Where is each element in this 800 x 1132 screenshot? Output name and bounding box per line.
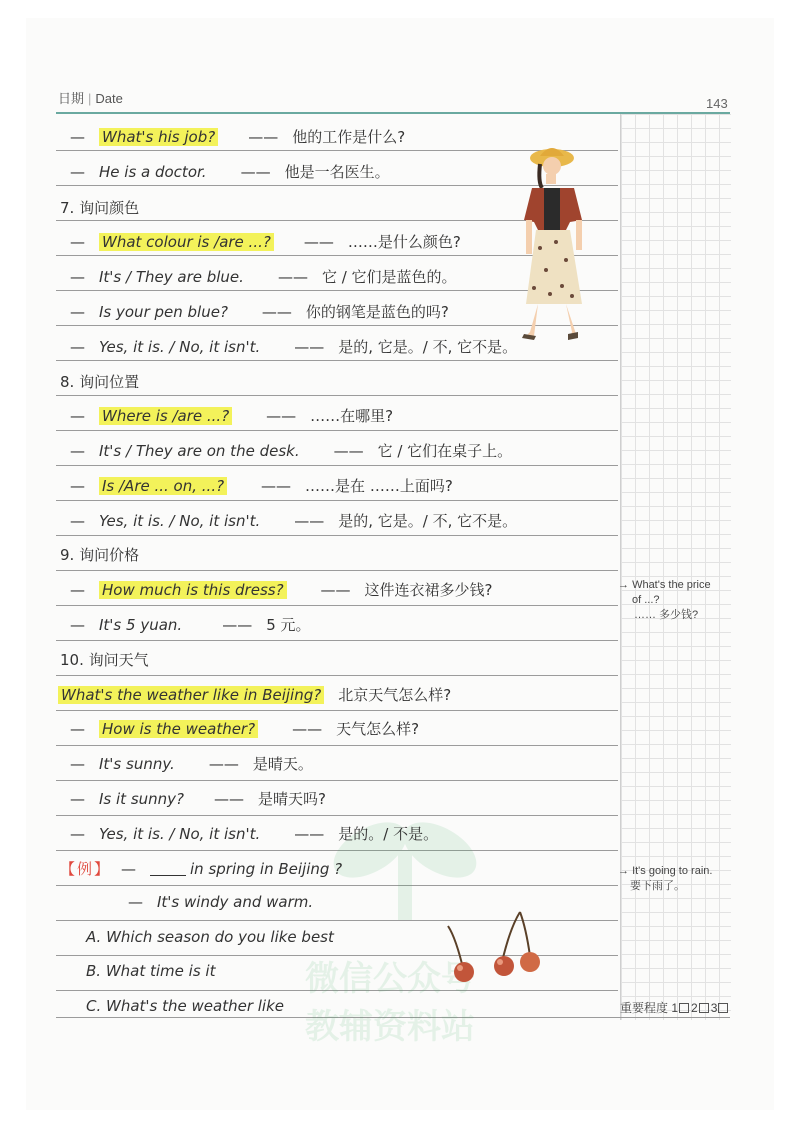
sunny-question-en: Is it sunny?	[99, 790, 184, 808]
example-answer: It's windy and warm.	[157, 893, 314, 911]
row-pen-answer: — Yes, it is. / No, it isn't. —— 是的, 它是。/ 不, 它不是。	[70, 338, 518, 356]
row-on-question: — Is /Are ... on, ...? —— ……是在 ……上面吗?	[70, 477, 453, 495]
row-where-question: — Where is /are ...? —— ……在哪里?	[70, 407, 394, 425]
row-price-answer: — It's 5 yuan. —— 5 元。	[70, 616, 311, 634]
weather-question-2-en: How is the weather?	[99, 720, 258, 738]
weather-question-2-zh: 天气怎么样?	[336, 720, 420, 738]
on-question-en: Is /Are ... on, ...?	[99, 477, 227, 495]
checkbox-2[interactable]	[699, 1003, 709, 1013]
checkbox-3[interactable]	[718, 1003, 728, 1013]
importance-rating	[620, 999, 730, 1016]
sunny-question-zh: 是晴天吗?	[258, 790, 326, 808]
row-price-question: — How much is this dress? —— 这件连衣裙多少钱?	[70, 581, 493, 599]
color-question-en: What colour is /are ...?	[99, 233, 274, 251]
importance-label: 重要程度	[620, 1001, 669, 1015]
girl-illustration	[516, 138, 598, 342]
price-note-line1: What's the price	[632, 579, 711, 591]
price-note-line2: of ...?	[632, 594, 660, 606]
row-sunny-answer: — Yes, it is. / No, it isn't. —— 是的。/ 不是。	[70, 825, 439, 843]
on-answer-zh: 是的, 它是。/ 不, 它不是。	[338, 512, 518, 530]
row-job-question: — What's his job? —— 他的工作是什么?	[70, 128, 406, 146]
job-answer-zh: 他是一名医生。	[284, 163, 390, 181]
example-question: in spring in Beijing ?	[190, 860, 343, 878]
where-answer-en: It's / They are on the desk.	[99, 442, 300, 460]
row-sunny: — It's sunny. —— 是晴天。	[70, 755, 313, 773]
ruled-line	[56, 675, 618, 676]
price-question-zh: 这件连衣裙多少钱?	[364, 581, 493, 599]
page-number: 143	[706, 96, 728, 111]
job-question-en: What's his job?	[99, 128, 218, 146]
option-b: B. What time is it	[86, 962, 216, 980]
row-weather-question-1	[58, 684, 451, 714]
where-question-en: Where is /are ...?	[99, 407, 232, 425]
date-label-en: Date	[95, 91, 123, 106]
price-question-en: How much is this dress?	[99, 581, 287, 599]
importance-1: 1	[671, 1001, 679, 1015]
row-pen-question: — Is your pen blue? —— 你的钢笔是蓝色的吗?	[70, 303, 449, 321]
ruled-line	[56, 395, 618, 396]
row-example-question: 【例】 — in spring in Beijing ?	[60, 860, 343, 878]
row-color-question: — What colour is /are ...? —— ……是什么颜色?	[70, 233, 461, 251]
color-answer-zh: 它 / 它们是蓝色的。	[321, 268, 457, 286]
arrow-icon: →	[618, 579, 629, 591]
pen-answer-zh: 是的, 它是。/ 不, 它不是。	[338, 338, 518, 356]
price-note-line3: …… 多少钱?	[634, 609, 699, 621]
section-10-heading: 10. 询问天气	[60, 651, 149, 669]
price-answer-en: It's 5 yuan.	[99, 616, 183, 634]
sunny-answer-en: Yes, it is. / No, it isn't.	[99, 825, 261, 843]
option-a: A. Which season do you like best	[86, 928, 334, 946]
row-on-answer: — Yes, it is. / No, it isn't. —— 是的, 它是。/ 不, 它不是。	[70, 512, 518, 530]
answer-blank	[150, 861, 186, 876]
sunny-answer-zh: 是的。/ 不是。	[338, 825, 439, 843]
rain-note-line1: It's going to rain.	[632, 865, 713, 877]
option-c: C. What's the weather like	[86, 997, 285, 1015]
section-8-heading: 8. 询问位置	[60, 373, 140, 391]
on-question-zh: ……是在 ……上面吗?	[305, 477, 453, 495]
row-color-answer: — It's / They are blue. —— 它 / 它们是蓝色的。	[70, 268, 457, 286]
ruled-line	[56, 570, 618, 571]
date-header: 日期 | Date	[58, 91, 123, 106]
cherries-illustration	[446, 908, 550, 984]
date-label-zh: 日期	[58, 91, 85, 106]
weather-question-1-zh: 北京天气怎么样?	[338, 686, 452, 704]
row-where-answer: — It's / They are on the desk. —— 它 / 它们在桌子上。	[70, 442, 513, 460]
row-job-answer: — He is a doctor. —— 他是一名医生。	[70, 163, 390, 181]
job-question-zh: 他的工作是什么?	[292, 128, 406, 146]
where-answer-zh: 它 / 它们在桌子上。	[377, 442, 513, 460]
row-sunny-question: — Is it sunny? —— 是晴天吗?	[70, 790, 326, 808]
section-9-heading: 9. 询问价格	[60, 546, 140, 564]
rain-margin-note	[618, 864, 712, 894]
section-7-heading: 7. 询问颜色	[60, 199, 140, 217]
on-answer-en: Yes, it is. / No, it isn't.	[99, 512, 261, 530]
sunny-zh: 是晴天。	[252, 755, 313, 773]
color-answer-en: It's / They are blue.	[99, 268, 244, 286]
job-answer-en: He is a doctor.	[99, 163, 207, 181]
rain-note-line2: 要下雨了。	[630, 880, 685, 892]
example-label: 【例】	[60, 860, 112, 878]
color-question-zh: ……是什么颜色?	[347, 233, 461, 251]
row-example-answer: — It's windy and warm.	[128, 893, 314, 911]
sunny-en: It's sunny.	[99, 755, 175, 773]
pen-question-en: Is your pen blue?	[99, 303, 228, 321]
price-answer-zh: 5 元。	[266, 616, 311, 634]
importance-2: 2	[691, 1001, 698, 1015]
where-question-zh: ……在哪里?	[310, 407, 394, 425]
checkbox-1[interactable]	[679, 1003, 689, 1013]
weather-question-1-en: What's the weather like in Beijing?	[58, 686, 324, 704]
pen-question-zh: 你的钢笔是蓝色的吗?	[305, 303, 449, 321]
arrow-icon: →	[618, 865, 629, 877]
row-weather-question-2: — How is the weather? —— 天气怎么样?	[70, 720, 420, 738]
pen-answer-en: Yes, it is. / No, it isn't.	[99, 338, 261, 356]
price-margin-note	[618, 578, 711, 623]
importance-3: 3	[710, 1001, 718, 1015]
